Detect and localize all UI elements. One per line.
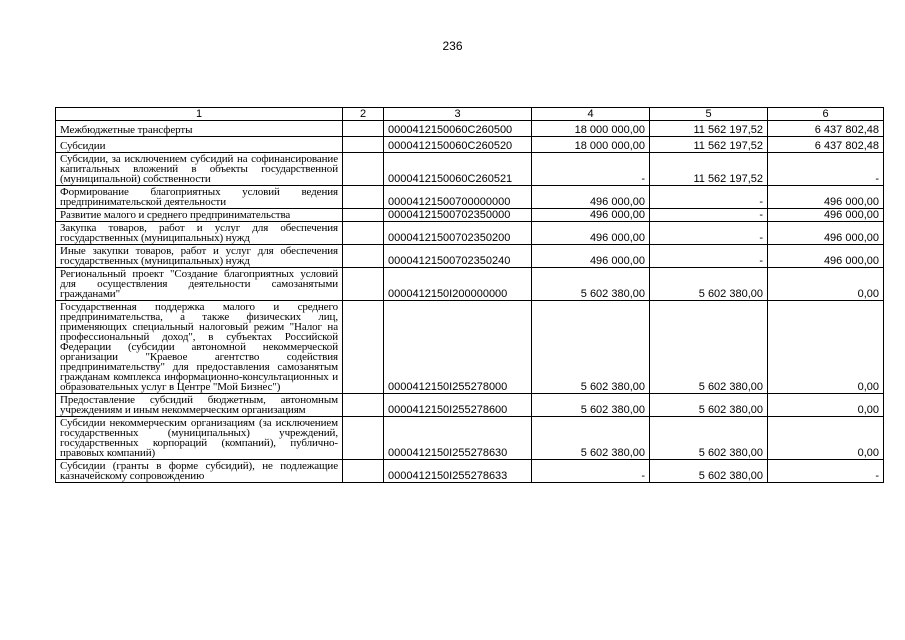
row-code: 0000412150I255278630	[384, 417, 532, 460]
row-col2	[343, 153, 384, 186]
table-row	[56, 268, 884, 301]
row-value-4: 496 000,00	[532, 186, 650, 209]
column-header: 6	[768, 108, 884, 121]
row-name: Межбюджетные трансферты	[56, 121, 343, 137]
row-name: Субсидии некоммерческим организациям (за исключением государственных (муниципальных) учреждений, государственных корпораций (компаний), публично-правовых компаний)	[56, 417, 343, 460]
table-row	[56, 121, 884, 137]
row-value-4: 18 000 000,00	[532, 137, 650, 153]
row-value-6: 496 000,00	[768, 186, 884, 209]
row-value-4: 496 000,00	[532, 222, 650, 245]
row-name: Иные закупки товаров, работ и услуг для обеспечения государственных (муниципальных) нужд	[56, 245, 343, 268]
row-code: 0000412150I200000000	[384, 268, 532, 301]
row-col2	[343, 121, 384, 137]
row-value-6: 496 000,00	[768, 209, 884, 222]
table-row	[56, 301, 884, 394]
row-value-6: 0,00	[768, 268, 884, 301]
row-col2	[343, 460, 384, 483]
row-value-6: 6 437 802,48	[768, 137, 884, 153]
column-header: 5	[650, 108, 768, 121]
column-header: 3	[384, 108, 532, 121]
table-row	[56, 186, 884, 209]
row-code: 0000412150060С260500	[384, 121, 532, 137]
row-name: Предоставление субсидий бюджетным, автономным учреждениям и иным некоммерческим организациям	[56, 394, 343, 417]
row-value-6: 0,00	[768, 417, 884, 460]
column-header: 4	[532, 108, 650, 121]
table-row	[56, 153, 884, 186]
row-code: 00004121500702350000	[384, 209, 532, 222]
row-col2	[343, 186, 384, 209]
row-value-4: 5 602 380,00	[532, 268, 650, 301]
row-value-4: 5 602 380,00	[532, 417, 650, 460]
row-name: Субсидии	[56, 137, 343, 153]
table-row	[56, 209, 884, 222]
row-value-5: 5 602 380,00	[650, 460, 768, 483]
row-col2	[343, 137, 384, 153]
row-col2	[343, 222, 384, 245]
row-value-4: 496 000,00	[532, 245, 650, 268]
row-code: 0000412150060С260520	[384, 137, 532, 153]
row-name: Субсидии, за исключением субсидий на софинансирование капитальных вложений в объекты государственной (муниципальной) собственности	[56, 153, 343, 186]
row-value-4: -	[532, 460, 650, 483]
row-col2	[343, 394, 384, 417]
page-number: 236	[442, 39, 463, 53]
row-value-5: 11 562 197,52	[650, 121, 768, 137]
row-value-6: -	[768, 153, 884, 186]
row-value-5: -	[650, 186, 768, 209]
row-name: Государственная поддержка малого и среднего предпринимательства, а также физических лиц, применяющих специальный налоговый режим "Налог на профессиональный доход", в субъектах Российской Федерации (субсидии автономной некоммерческой организации "Краевое агентство содействия предпринимательству" для предоставления самозанятым гражданам комплекса информационно-консультационных и образовательных услуг в Центре "Мой Бизнес")	[56, 301, 343, 394]
table-row	[56, 137, 884, 153]
row-value-6: 0,00	[768, 301, 884, 394]
table-header-row	[56, 108, 884, 121]
row-value-5: -	[650, 222, 768, 245]
table-row	[56, 394, 884, 417]
row-value-6: 6 437 802,48	[768, 121, 884, 137]
row-code: 0000412150I255278000	[384, 301, 532, 394]
column-header: 2	[343, 108, 384, 121]
row-col2	[343, 417, 384, 460]
row-name: Закупка товаров, работ и услуг для обеспечения государственных (муниципальных) нужд	[56, 222, 343, 245]
row-name: Развитие малого и среднего предпринимательства	[56, 209, 343, 222]
row-value-5: 11 562 197,52	[650, 153, 768, 186]
row-value-6: 496 000,00	[768, 222, 884, 245]
row-value-5: 5 602 380,00	[650, 301, 768, 394]
row-value-6: 0,00	[768, 394, 884, 417]
row-col2	[343, 245, 384, 268]
row-col2	[343, 268, 384, 301]
row-code: 00004121500700000000	[384, 186, 532, 209]
row-code: 00004121500702350200	[384, 222, 532, 245]
row-value-5: 5 602 380,00	[650, 394, 768, 417]
row-code: 0000412150I255278633	[384, 460, 532, 483]
row-code: 0000412150I255278600	[384, 394, 532, 417]
budget-table	[55, 107, 884, 483]
row-value-4: 496 000,00	[532, 209, 650, 222]
row-code: 00004121500702350240	[384, 245, 532, 268]
row-value-5: 5 602 380,00	[650, 268, 768, 301]
row-name: Региональный проект "Создание благоприятных условий для осуществления деятельности самозанятыми гражданами"	[56, 268, 343, 301]
row-value-4: 5 602 380,00	[532, 394, 650, 417]
row-name: Формирование благоприятных условий ведения предпринимательской деятельности	[56, 186, 343, 209]
table-row	[56, 417, 884, 460]
row-code: 0000412150060С260521	[384, 153, 532, 186]
row-col2	[343, 209, 384, 222]
table-row	[56, 460, 884, 483]
table-row	[56, 245, 884, 268]
row-value-6: 496 000,00	[768, 245, 884, 268]
column-header: 1	[56, 108, 343, 121]
row-value-4: -	[532, 153, 650, 186]
row-value-5: -	[650, 209, 768, 222]
row-value-4: 5 602 380,00	[532, 301, 650, 394]
row-name: Субсидии (гранты в форме субсидий), не подлежащие казначейскому сопровождению	[56, 460, 343, 483]
row-value-5: 5 602 380,00	[650, 417, 768, 460]
row-value-4: 18 000 000,00	[532, 121, 650, 137]
row-col2	[343, 301, 384, 394]
row-value-5: -	[650, 245, 768, 268]
row-value-6: -	[768, 460, 884, 483]
row-value-5: 11 562 197,52	[650, 137, 768, 153]
table-row	[56, 222, 884, 245]
